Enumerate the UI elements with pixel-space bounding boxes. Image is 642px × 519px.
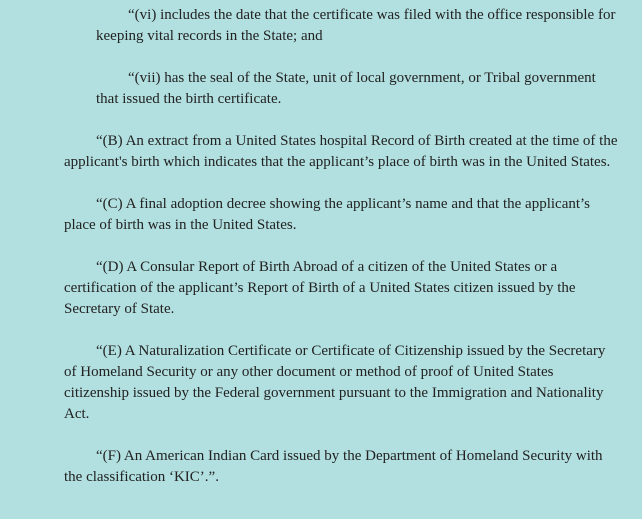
clause-f: “(F) An American Indian Card issued by the Department of Homeland Security with the classification ‘KIC’.”. <box>64 448 603 485</box>
clause-b: “(B) An extract from a United States hospital Record of Birth created at the time of the applicant's birth which indicates that the applicant’s place of birth was in the United States. <box>64 133 618 170</box>
clause-c: “(C) A final adoption decree showing the applicant’s name and that the applicant’s place of birth was in the United States. <box>64 196 591 233</box>
clause-vii: “(vii) has the seal of the State, unit of local government, or Tribal government that issued the birth certificate. <box>96 70 596 107</box>
document-body <box>0 5 642 509</box>
clause-d: “(D) A Consular Report of Birth Abroad of a citizen of the United States or a certification of the applicant’s Report of Birth of a United States citizen issued by the Secretary of State. <box>64 259 576 317</box>
clause-e: “(E) A Naturalization Certificate or Certificate of Citizenship issued by the Secretary of Homeland Security or any other document or method of proof of United States citizenship issued by the Federal government pursuant to the Immigration and Nationality Act. <box>64 343 606 422</box>
clause-vi: “(vi) includes the date that the certificate was filed with the office responsible for keeping vital records in the State; and <box>96 7 616 44</box>
